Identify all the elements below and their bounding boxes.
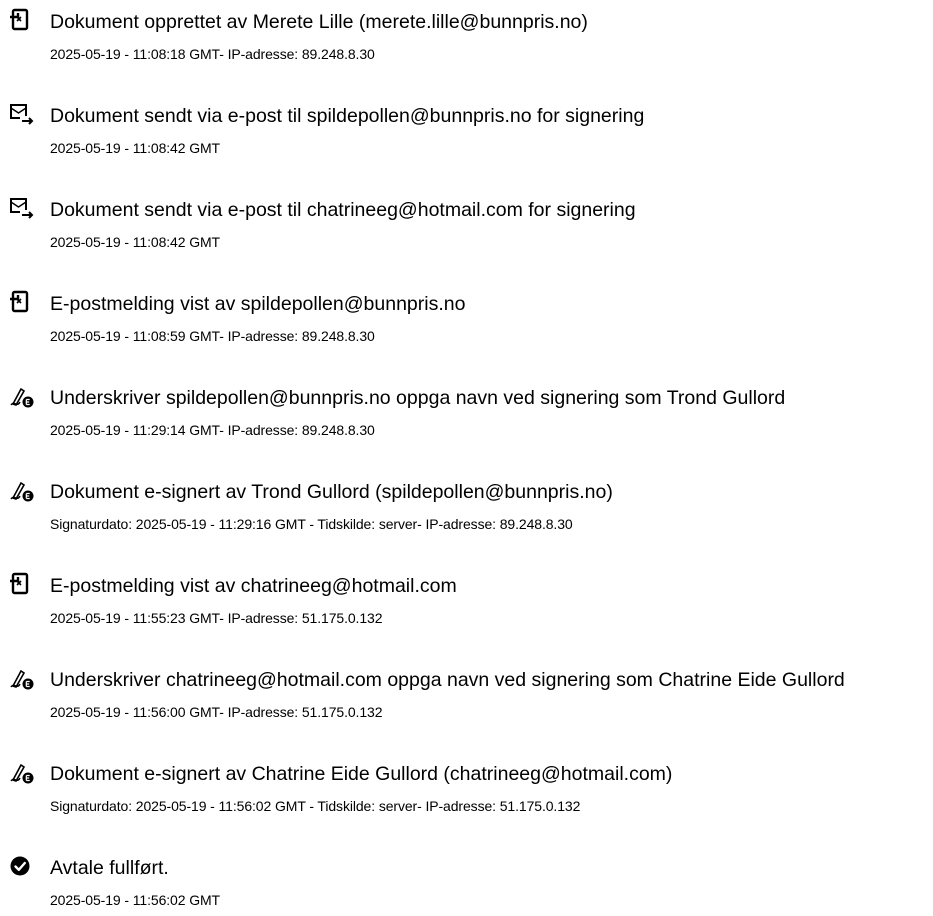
audit-event — [0, 94, 933, 164]
email-sent-icon — [8, 196, 36, 222]
audit-event — [0, 470, 933, 540]
email-sent-icon — [8, 102, 36, 128]
signature-pen-icon — [8, 760, 36, 786]
audit-event — [0, 0, 933, 70]
event-title: Dokument e-signert av Chatrine Eide Gullord (chatrineeg@hotmail.com) — [50, 763, 673, 785]
audit-event — [0, 846, 933, 916]
event-title: Dokument opprettet av Merete Lille (merete.lille@bunnpris.no) — [50, 11, 588, 33]
signature-pen-icon — [8, 478, 36, 504]
event-title: Underskriver chatrineeg@hotmail.com oppga navn ved signering som Chatrine Eide Gullord — [50, 669, 845, 691]
signature-pen-icon — [8, 666, 36, 692]
document-viewed-icon — [8, 572, 36, 598]
event-title: E-postmelding vist av spildepollen@bunnpris.no — [50, 293, 466, 315]
event-meta: Signaturdato: 2025-05-19 - 11:56:02 GMT - Tidskilde: server- IP-adresse: 51.175.0.132 — [50, 798, 581, 814]
audit-event — [0, 564, 933, 634]
event-title: Dokument e-signert av Trond Gullord (spildepollen@bunnpris.no) — [50, 481, 613, 503]
checkmark-circle-icon — [8, 854, 36, 880]
event-meta: 2025-05-19 - 11:55:23 GMT- IP-adresse: 51.175.0.132 — [50, 610, 383, 626]
event-meta: Signaturdato: 2025-05-19 - 11:29:16 GMT - Tidskilde: server- IP-adresse: 89.248.8.30 — [50, 516, 573, 532]
audit-event — [0, 752, 933, 822]
event-meta: 2025-05-19 - 11:56:02 GMT — [50, 892, 221, 908]
audit-event — [0, 376, 933, 446]
event-meta: 2025-05-19 - 11:29:14 GMT- IP-adresse: 89.248.8.30 — [50, 422, 375, 438]
signature-pen-icon — [8, 384, 36, 410]
audit-event — [0, 188, 933, 258]
event-meta: 2025-05-19 - 11:08:18 GMT- IP-adresse: 89.248.8.30 — [50, 46, 375, 62]
event-meta: 2025-05-19 - 11:08:42 GMT — [50, 140, 221, 156]
document-created-icon — [8, 8, 36, 34]
event-meta: 2025-05-19 - 11:08:42 GMT — [50, 234, 221, 250]
document-viewed-icon — [8, 290, 36, 316]
event-title: Dokument sendt via e-post til spildepollen@bunnpris.no for signering — [50, 105, 645, 127]
event-title: Avtale fullført. — [50, 857, 169, 879]
event-title: Dokument sendt via e-post til chatrineeg@hotmail.com for signering — [50, 199, 636, 221]
event-meta: 2025-05-19 - 11:56:00 GMT- IP-adresse: 51.175.0.132 — [50, 704, 383, 720]
event-title: E-postmelding vist av chatrineeg@hotmail.com — [50, 575, 457, 597]
audit-event — [0, 658, 933, 728]
event-meta: 2025-05-19 - 11:08:59 GMT- IP-adresse: 89.248.8.30 — [50, 328, 375, 344]
event-title: Underskriver spildepollen@bunnpris.no oppga navn ved signering som Trond Gullord — [50, 387, 786, 409]
audit-event — [0, 282, 933, 352]
